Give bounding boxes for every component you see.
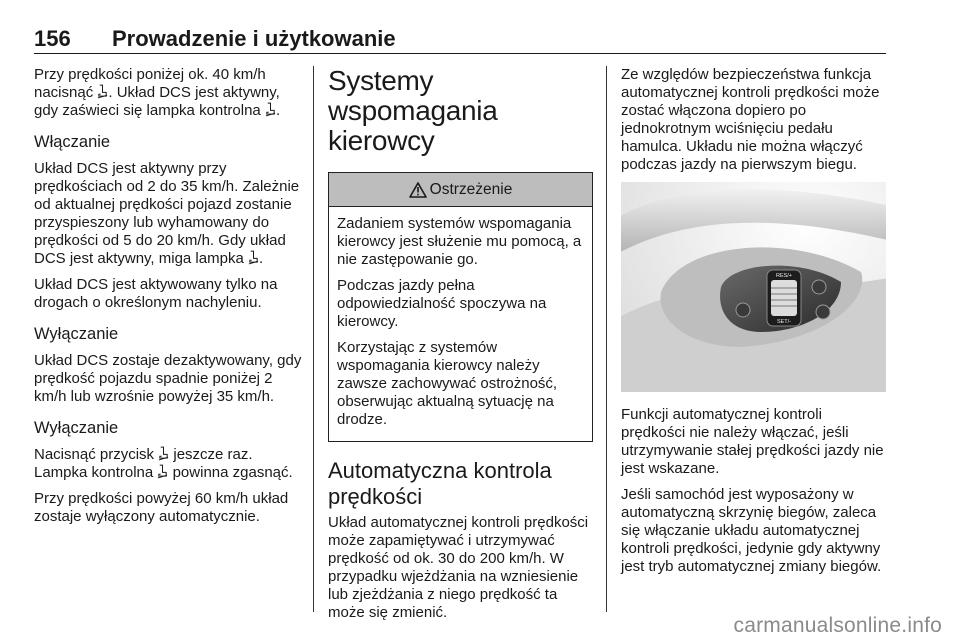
paragraph: Przy prędkości poniżej ok. 40 km/h nacisnąć . Układ DCS jest aktywny, gdy zaświeci się lampka kontrolna .: [34, 66, 281, 119]
chapter-title: Prowadzenie i użytkowanie: [112, 26, 396, 51]
subsection-title: Automatyczna kontrola prędkości: [328, 458, 552, 509]
warning-box: [328, 172, 593, 442]
hill-descent-icon: [97, 84, 108, 99]
page-number: 156: [34, 26, 71, 51]
photo-label-res: RES/+: [775, 273, 793, 279]
warning-header: [329, 173, 592, 207]
page-header: [34, 27, 886, 54]
column-divider: [606, 66, 607, 612]
paragraph: Ze względów bezpieczeństwa funkcja automatycznej kontroli prędkości może zostać włączona dopiero po jednokrotnym wciśnięciu pedału hamulca. Układu nie można włączyć podczas jazdy na pierwszym biegu.: [621, 66, 880, 173]
hill-descent-icon: [158, 446, 169, 461]
paragraph: Jeśli samochód jest wyposażony w automatyczną skrzynię biegów, zaleca się włączanie układu automatycznej kontroli prędkości, jedynie gdy aktywny jest tryb automatycznej zmiany biegów.: [621, 486, 882, 575]
paragraph: Przy prędkości powyżej 60 km/h układ zostaje wyłączony automatycznie.: [34, 490, 289, 525]
column-1: [34, 66, 302, 534]
column-divider: [313, 66, 314, 612]
warning-triangle-icon: [409, 182, 427, 198]
hill-descent-icon: [157, 464, 168, 479]
photo-label-set: SET/-: [776, 319, 792, 325]
column-2: [328, 66, 593, 630]
subheading-off: Wyłączanie: [34, 419, 119, 437]
paragraph: Nacisnąć przycisk jeszcze raz. Lampka kontrolna powinna zgasnąć.: [34, 446, 293, 481]
paragraph: Układ automatycznej kontroli prędkości może zapamiętywać i utrzymywać prędkość od ok. 30 do 200 km/h. W przypadku wjeżdżania na wzniesienie lub zjeżdżania z niego prędkość ta może się zmienić.: [328, 514, 589, 621]
section-title: Systemy wspomagania kierowcy: [328, 65, 498, 156]
warning-title: Ostrzeżenie: [429, 180, 513, 198]
column-3: [621, 66, 887, 584]
warning-text: Podczas jazdy pełna odpowiedzialność spoczywa na kierowcy.: [337, 277, 547, 330]
warning-text: Zadaniem systemów wspomagania kierowcy jest służenie mu pomocą, a nie zastępowanie go.: [337, 215, 582, 268]
warning-text: Korzystając z systemów wspomagania kierowcy należy zawsze zachowywać ostrożność, obserwując aktualną sytuację na drodze.: [337, 339, 558, 428]
hill-descent-icon: [248, 250, 259, 265]
subheading-off: Wyłączanie: [34, 325, 119, 343]
warning-body: [329, 207, 592, 441]
paragraph: Funkcji automatycznej kontroli prędkości nie należy włączać, jeśli utrzymywanie stałej prędkości jazdy nie jest wskazane.: [621, 406, 884, 477]
paragraph: Układ DCS jest aktywowany tylko na drogach o określonym nachyleniu.: [34, 276, 278, 311]
watermark: carmanualsonline.info: [733, 614, 942, 637]
steering-wheel-controls-photo: [621, 182, 886, 392]
subheading-on: Włączanie: [34, 133, 111, 151]
paragraph: Układ DCS zostaje dezaktywowany, gdy prędkość pojazdu spadnie poniżej 2 km/h lub wzrośnie powyżej 35 km/h.: [34, 352, 302, 405]
paragraph: Układ DCS jest aktywny przy prędkościach od 2 do 35 km/h. Zależnie od aktualnej prędkości pojazd zostanie przyspieszony lub wyhamowany do prędkości od 5 do 20 km/h. Gdy układ DCS jest aktywny, miga lampka .: [34, 160, 300, 267]
hill-descent-icon: [265, 102, 276, 117]
